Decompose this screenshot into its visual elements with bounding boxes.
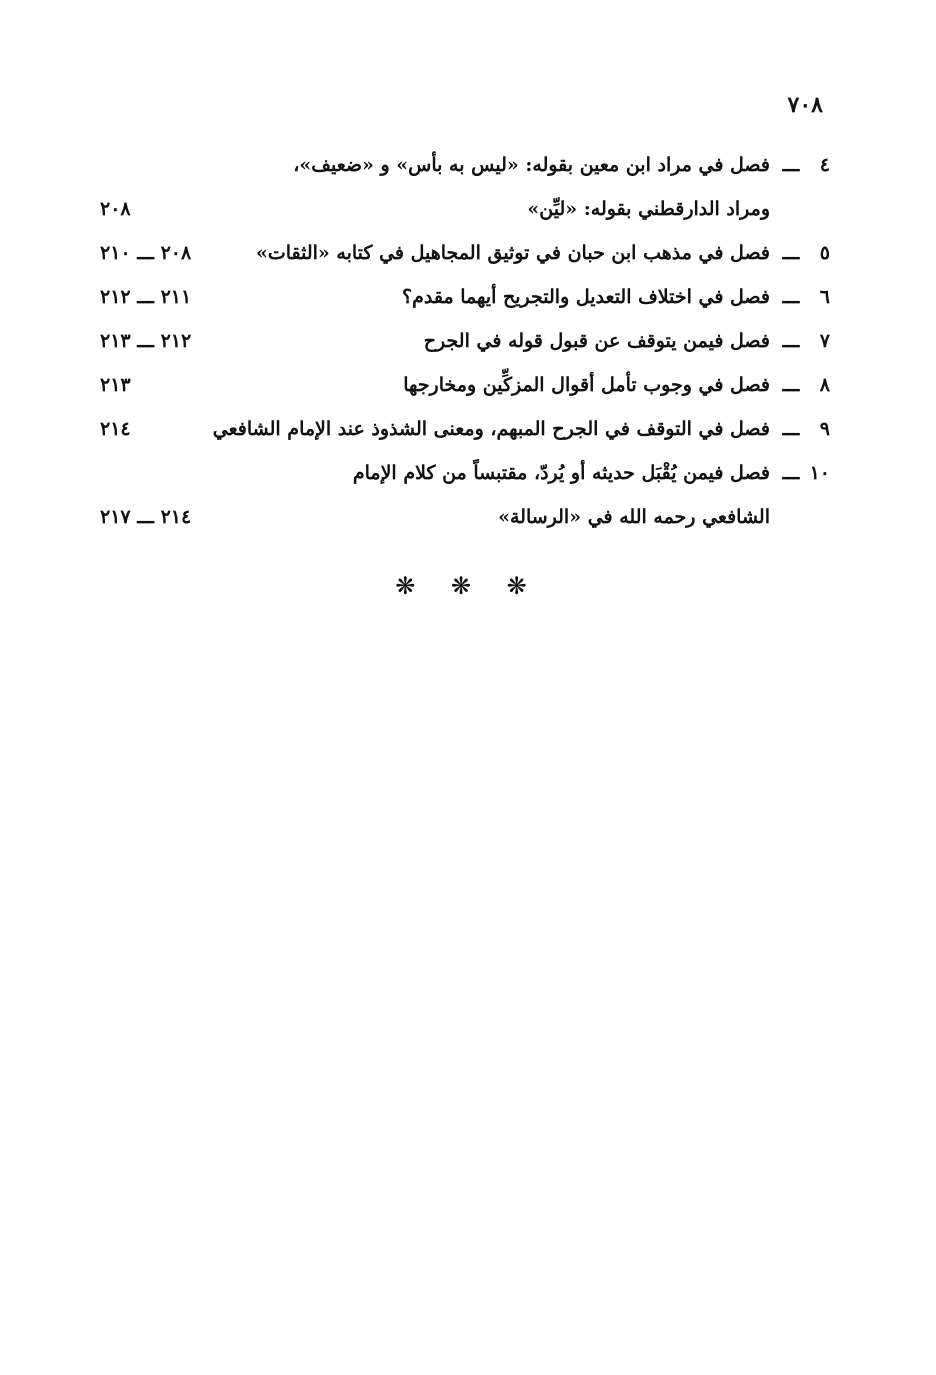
entry-number: ٨ [819, 374, 830, 396]
entry-title: فصل في وجوب تأمل أقوال المزكِّين ومخارجها [403, 374, 770, 396]
toc-entry-10-continued [100, 500, 830, 544]
toc-entry-4 [100, 148, 830, 192]
toc-entry-7 [100, 324, 830, 368]
toc-entry-5 [100, 236, 830, 280]
toc-entry-10 [100, 456, 830, 500]
entry-dash: ـــ [782, 286, 800, 308]
entry-dash: ـــ [782, 330, 800, 352]
entry-number: ٤ [819, 154, 830, 176]
entry-number: ٩ [819, 418, 830, 440]
toc-entry-4-continued [100, 192, 830, 236]
entry-pages: ٢١٣ [100, 374, 131, 396]
entry-pages: ٢١١ ـــ ٢١٢ [100, 286, 192, 308]
entry-title-continued: الشافعي رحمه الله في «الرسالة» [498, 506, 770, 528]
entry-dash: ـــ [782, 242, 800, 264]
entry-title: فصل في اختلاف التعديل والتجريح أيهما مقدم؟ [402, 286, 770, 308]
entry-title: فصل في مذهب ابن حبان في توثيق المجاهيل في كتابه «الثقات» [255, 242, 770, 264]
entry-dash: ـــ [782, 462, 800, 484]
entry-pages: ٢٠٨ [100, 198, 131, 220]
entry-dash: ـــ [782, 374, 800, 396]
toc-entry-9 [100, 412, 830, 456]
table-of-contents [100, 148, 830, 544]
entry-dash: ـــ [782, 154, 800, 176]
toc-entry-6 [100, 280, 830, 324]
entry-pages: ٢٠٨ ـــ ٢١٠ [100, 242, 192, 264]
toc-entry-8 [100, 368, 830, 412]
entry-title: فصل فيمن يتوقف عن قبول قوله في الجرح [423, 330, 770, 352]
entry-title: فصل في التوقف في الجرح المبهم، ومعنى الشذوذ عند الإمام الشافعي [212, 418, 770, 440]
entry-title: فصل في مراد ابن معين بقوله: «ليس به بأس» و «ضعيف»، [293, 154, 770, 176]
entry-number: ١٠ [809, 462, 830, 484]
entry-pages: ٢١٢ ـــ ٢١٣ [100, 330, 192, 352]
entry-number: ٧ [819, 330, 830, 352]
page-number: ٧٠٨ [787, 92, 823, 118]
entry-number: ٦ [819, 286, 830, 308]
entry-pages: ٢١٤ [100, 418, 131, 440]
entry-pages: ٢١٤ ـــ ٢١٧ [100, 506, 192, 528]
entry-number: ٥ [819, 242, 830, 264]
entry-title: فصل فيمن يُقْبَل حديثه أو يُردّ، مقتبساً من كلام الإمام [352, 462, 770, 484]
entry-dash: ـــ [782, 418, 800, 440]
entry-title-continued: ومراد الدارقطني بقوله: «ليِّن» [527, 198, 770, 220]
section-separator: ❋ ❋ ❋ [395, 572, 541, 600]
